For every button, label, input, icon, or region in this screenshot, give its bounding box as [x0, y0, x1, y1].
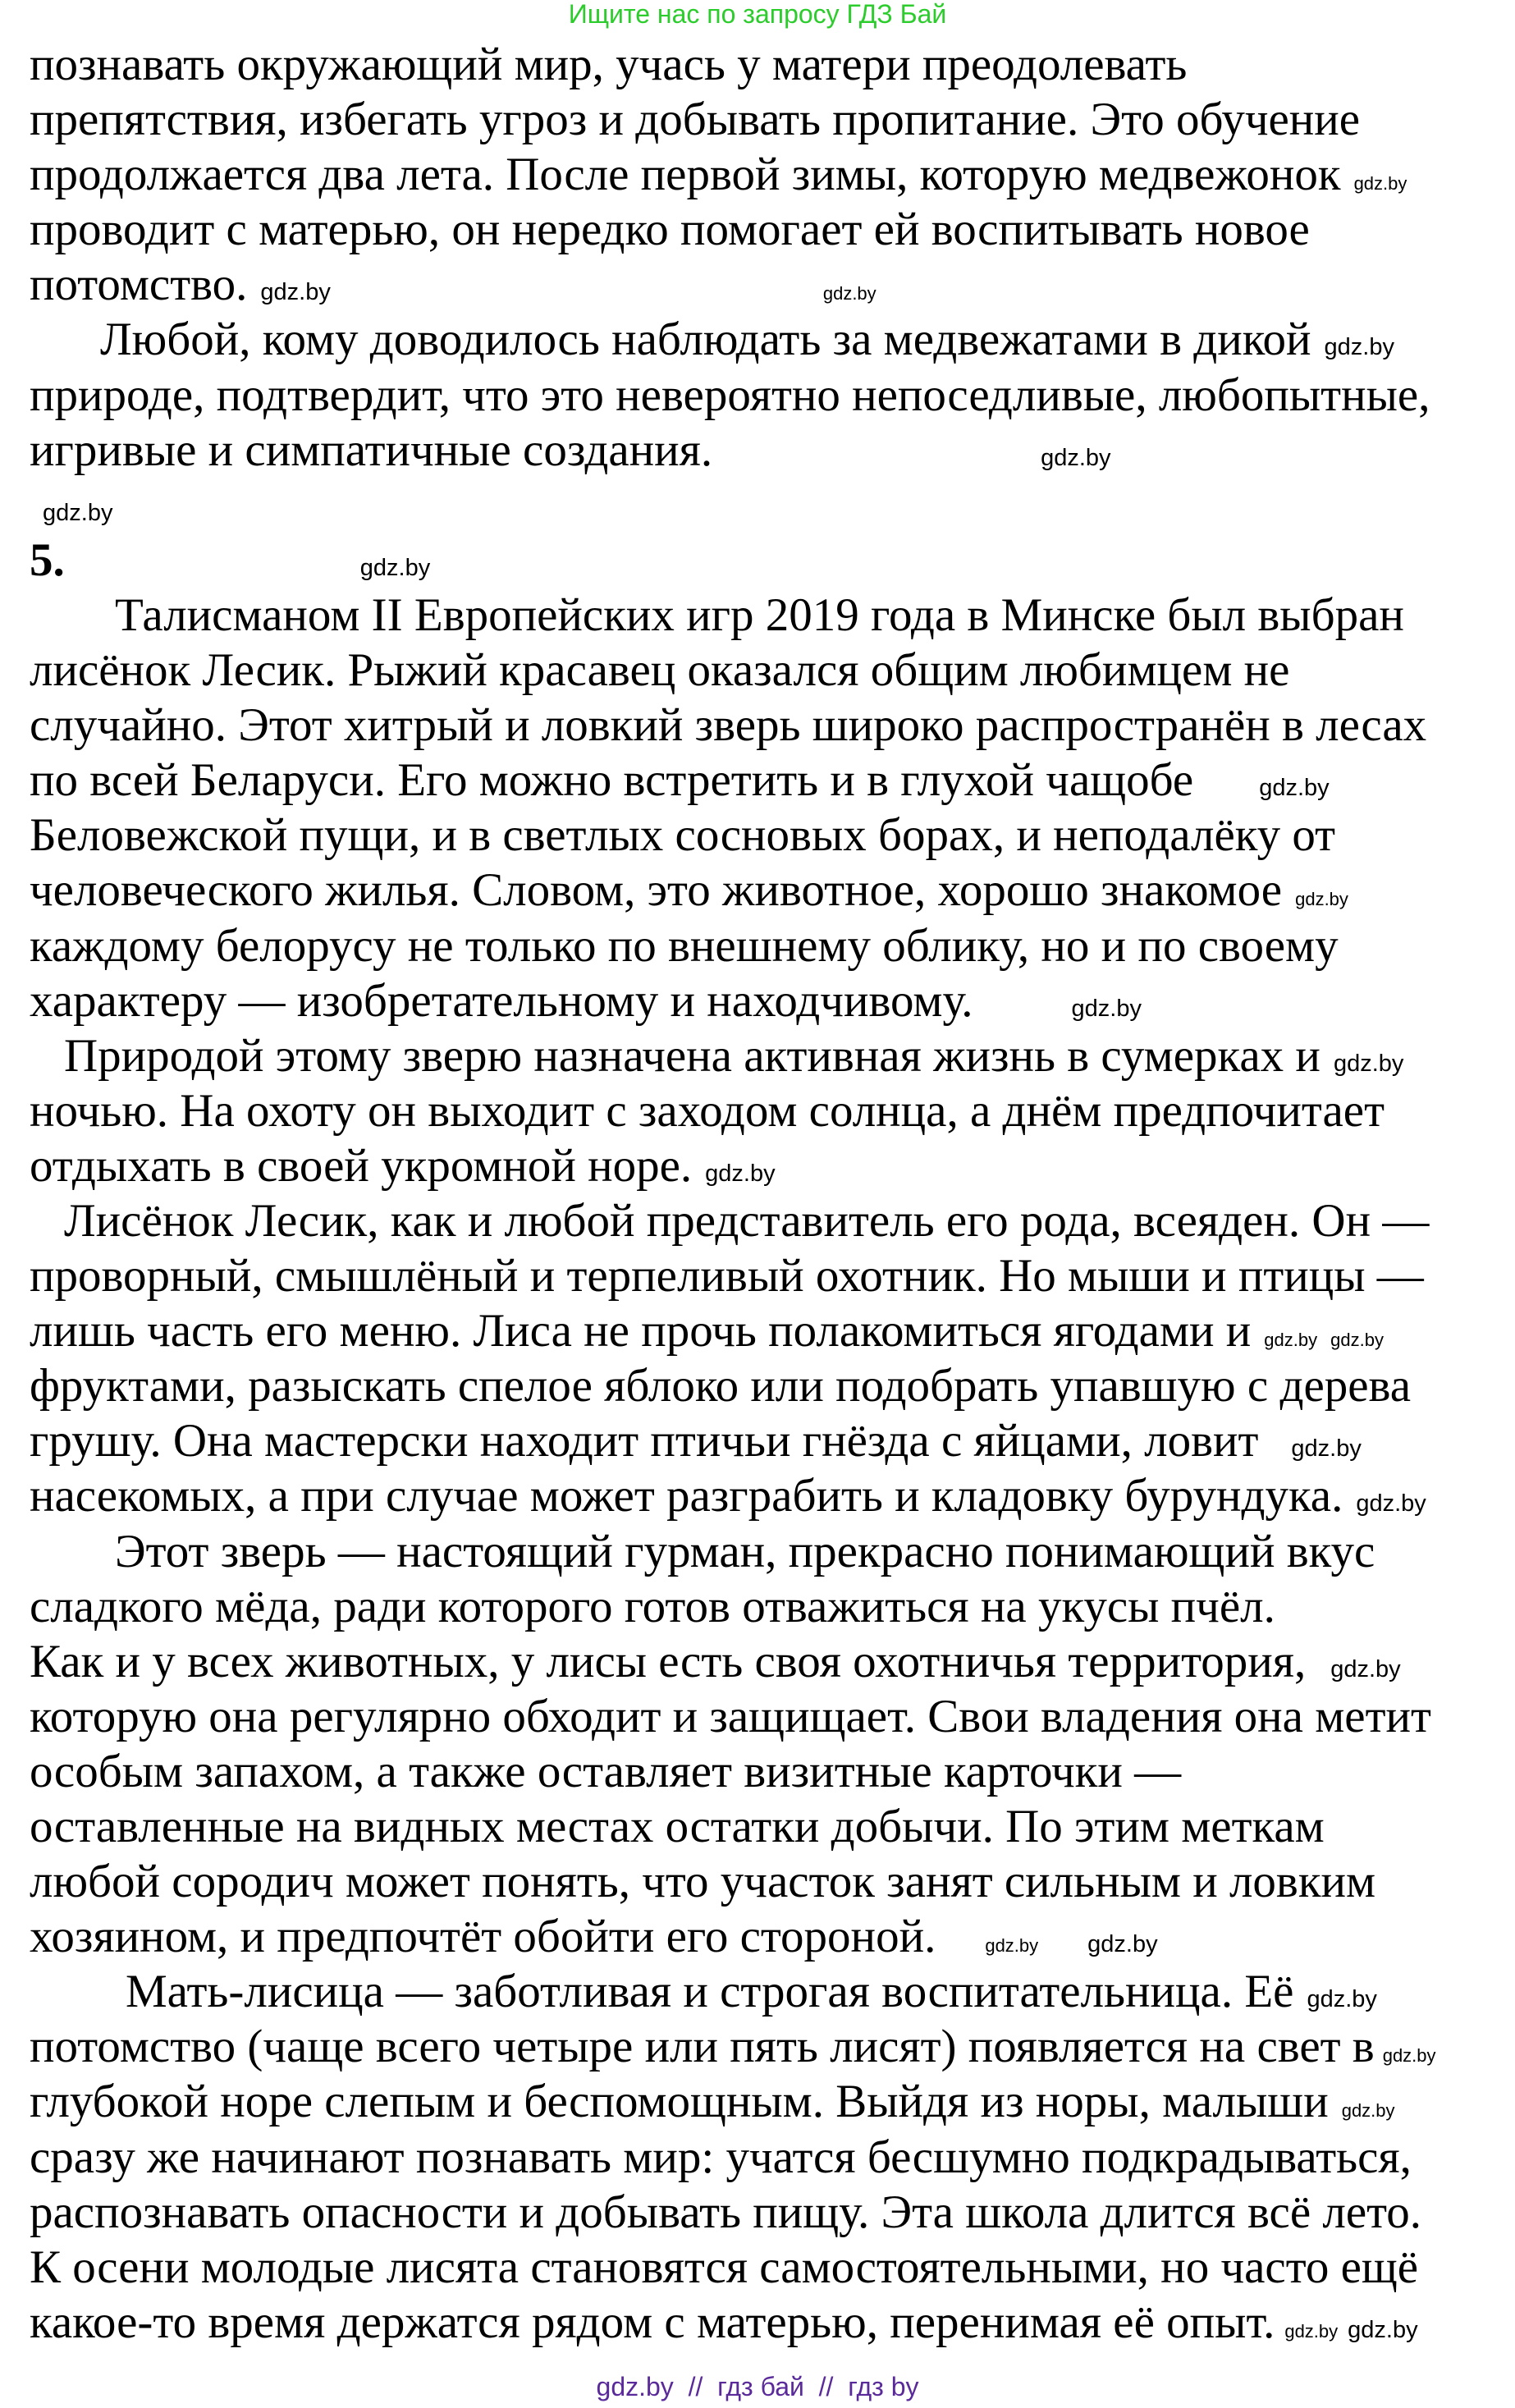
- text-row: [30, 1248, 1507, 1303]
- watermark: gdz.by: [1356, 1490, 1426, 1518]
- document-body: [30, 37, 1507, 2350]
- section-row: [30, 533, 1507, 588]
- text-line: хозяином, и предпочтёт обойти его стороной.: [30, 1911, 936, 1963]
- text-row: [30, 1468, 1507, 1523]
- watermark: gdz.by: [1382, 2045, 1436, 2067]
- watermark: gdz.by: [1291, 1435, 1362, 1463]
- footer-links[interactable]: gdz.by // гдз бай // гдз by: [596, 2372, 919, 2401]
- text-line: каждому белорусу не только по внешнему облику, но и по своему: [30, 919, 1339, 972]
- text-line: Как и у всех животных, у лисы есть своя охотничья территория,: [30, 1635, 1307, 1687]
- text-line: Любой, кому доводилось наблюдать за медвежатами в дикой: [100, 314, 1311, 366]
- text-line: насекомых, а при случае может разграбить и кладовку бурундука.: [30, 1470, 1343, 1522]
- text-row: [30, 1579, 1507, 1634]
- text-line: Природой этому зверю назначена активная жизнь в сумерках и: [64, 1029, 1320, 1082]
- text-line: глубокой норе слепым и беспомощным. Выйдя из норы, малыши: [30, 2076, 1329, 2128]
- text-line: познавать окружающий мир, учась у матери преодолевать: [30, 39, 1188, 90]
- text-row: [30, 918, 1507, 973]
- text-row: [30, 1303, 1507, 1358]
- text-row: [30, 423, 1507, 478]
- watermark: gdz.by: [1348, 2316, 1418, 2343]
- text-row: [30, 1744, 1507, 1799]
- text-line: грушу. Она мастерски находит птичьи гнёзда с яйцами, ловит: [30, 1415, 1259, 1467]
- watermark: gdz.by: [1264, 1330, 1318, 1351]
- watermark: gdz.by: [985, 1935, 1039, 1957]
- text-line: Мать-лисица — заботливая и строгая воспитательница. Её: [126, 1966, 1294, 2018]
- text-row: [30, 1964, 1507, 2019]
- watermark: gdz.by: [43, 499, 113, 526]
- watermark: gdz.by: [1324, 334, 1394, 361]
- text-line: любой сородич может понять, что участок занят сильным и ловким: [30, 1856, 1376, 1908]
- text-line: ночью. На охоту он выходит с заходом солнца, а днём предпочитает: [30, 1084, 1385, 1137]
- text-row: [30, 368, 1507, 423]
- watermark: gdz.by: [359, 554, 431, 581]
- text-row: [30, 1634, 1507, 1689]
- watermark: gdz.by: [1330, 1330, 1384, 1351]
- text-row: [30, 2019, 1507, 2074]
- text-row: [30, 1193, 1507, 1248]
- text-row: [30, 92, 1507, 147]
- text-line: потомство (чаще всего четыре или пять лисят) появляется на свет в: [30, 2021, 1375, 2073]
- watermark: gdz.by: [1071, 995, 1142, 1022]
- text-line: фруктами, разыскать спелое яблоко или подобрать упавшую с дерева: [30, 1360, 1412, 1412]
- text-row: [30, 312, 1507, 367]
- text-row: [30, 2295, 1507, 2350]
- watermark: gdz.by: [1307, 1986, 1377, 2013]
- text-row: [30, 202, 1507, 257]
- text-line: Лисёнок Лесик, как и любой представитель его рода, всеяден. Он —: [64, 1194, 1430, 1247]
- text-line: потомство.: [30, 259, 248, 311]
- text-row: [30, 2074, 1507, 2129]
- text-row: [30, 698, 1507, 753]
- text-line: Этот зверь — настоящий гурман, прекрасно понимающий вкус: [115, 1525, 1375, 1577]
- text-line: Талисманом II Европейских игр 2019 года в Минске был выбран: [115, 588, 1404, 641]
- watermark: gdz.by: [1295, 889, 1348, 910]
- text-line: особым запахом, а также оставляет визитные карточки —: [30, 1745, 1182, 1797]
- search-banner: Ищите нас по запросу ГДЗ Бай: [568, 0, 947, 29]
- text-line: характеру — изобретательному и находчивому.: [30, 974, 973, 1027]
- text-line: человеческого жилья. Словом, это животное, хорошо знакомое: [30, 864, 1283, 917]
- text-row: [30, 1799, 1507, 1854]
- text-row: [30, 37, 1507, 92]
- text-row: [30, 1909, 1507, 1964]
- text-row: [30, 863, 1507, 918]
- text-row: [30, 2240, 1507, 2295]
- text-line: случайно. Этот хитрый и ловкий зверь широко распространён в лесах: [30, 699, 1427, 752]
- text-row: [30, 1358, 1507, 1413]
- text-row: [30, 257, 1507, 312]
- text-row: [30, 2185, 1507, 2240]
- text-row: [30, 1689, 1507, 1744]
- text-line: природе, подтвердит, что это невероятно непоседливые, любопытные,: [30, 369, 1430, 421]
- text-line: сразу же начинают познавать мир: учатся бесшумно подкрадываться,: [30, 2131, 1412, 2183]
- text-row: [30, 1524, 1507, 1579]
- watermark: gdz.by: [1330, 1655, 1401, 1682]
- text-line: Беловежской пущи, и в светлых сосновых борах, и неподалёку от: [30, 809, 1336, 862]
- watermark: gdz.by: [1284, 2320, 1339, 2342]
- text-row: [30, 753, 1507, 808]
- text-row: [30, 2130, 1507, 2185]
- text-row: [30, 1138, 1507, 1193]
- text-line: К осени молодые лисята становятся самостоятельными, но часто ещё: [30, 2241, 1419, 2293]
- text-line: распознавать опасности и добывать пищу. Эта школа длится всё лето.: [30, 2186, 1422, 2238]
- text-line: сладкого мёда, ради которого готов отважиться на укусы пчёл.: [30, 1580, 1275, 1632]
- text-row: [30, 1028, 1507, 1083]
- text-line: какое-то время держатся рядом с матерью, перенимая её опыт.: [30, 2296, 1275, 2348]
- watermark: gdz.by: [1353, 173, 1407, 195]
- text-row: [30, 643, 1507, 698]
- watermark: gdz.by: [1341, 2100, 1395, 2122]
- text-line: проворный, смышлёный и терпеливый охотник. Но мыши и птицы —: [30, 1250, 1424, 1302]
- text-line: лисёнок Лесик. Рыжий красавец оказался общим любимцем не: [30, 644, 1290, 697]
- watermark: gdz.by: [1041, 444, 1111, 471]
- text-row: [30, 588, 1507, 643]
- watermark: gdz.by: [822, 283, 877, 304]
- text-row: [30, 147, 1507, 202]
- text-row: [30, 1083, 1507, 1138]
- text-line: оставленные на видных местах остатки добычи. По этим меткам: [30, 1801, 1325, 1852]
- text-row: [30, 1413, 1507, 1468]
- text-line: отдыхать в своей укромной норе.: [30, 1139, 693, 1192]
- spacer: [30, 478, 1507, 533]
- text-line: продолжается два лета. После первой зимы, которую медвежонок: [30, 149, 1341, 201]
- text-line: по всей Беларуси. Его можно встретить и в глухой чащобе: [30, 754, 1194, 807]
- text-line: препятствия, избегать угроз и добывать пропитание. Это обучение: [30, 94, 1361, 146]
- text-line: лишь часть его меню. Лиса не прочь полакомиться ягодами и: [30, 1305, 1252, 1357]
- text-line: игривые и симпатичные создания.: [30, 423, 713, 476]
- watermark: gdz.by: [1087, 1931, 1158, 1958]
- text-line: проводит с матерью, он нередко помогает ей воспитывать новое: [30, 204, 1310, 256]
- section-number: 5.: [30, 533, 65, 586]
- text-row: [30, 973, 1507, 1028]
- watermark: gdz.by: [1259, 775, 1330, 802]
- watermark: gdz.by: [260, 279, 331, 306]
- text-row: [30, 1854, 1507, 1909]
- watermark: gdz.by: [1333, 1050, 1404, 1077]
- text-line: которую она регулярно обходит и защищает. Свои владения она метит: [30, 1690, 1431, 1742]
- watermark: gdz.by: [705, 1160, 776, 1187]
- text-row: [30, 808, 1507, 863]
